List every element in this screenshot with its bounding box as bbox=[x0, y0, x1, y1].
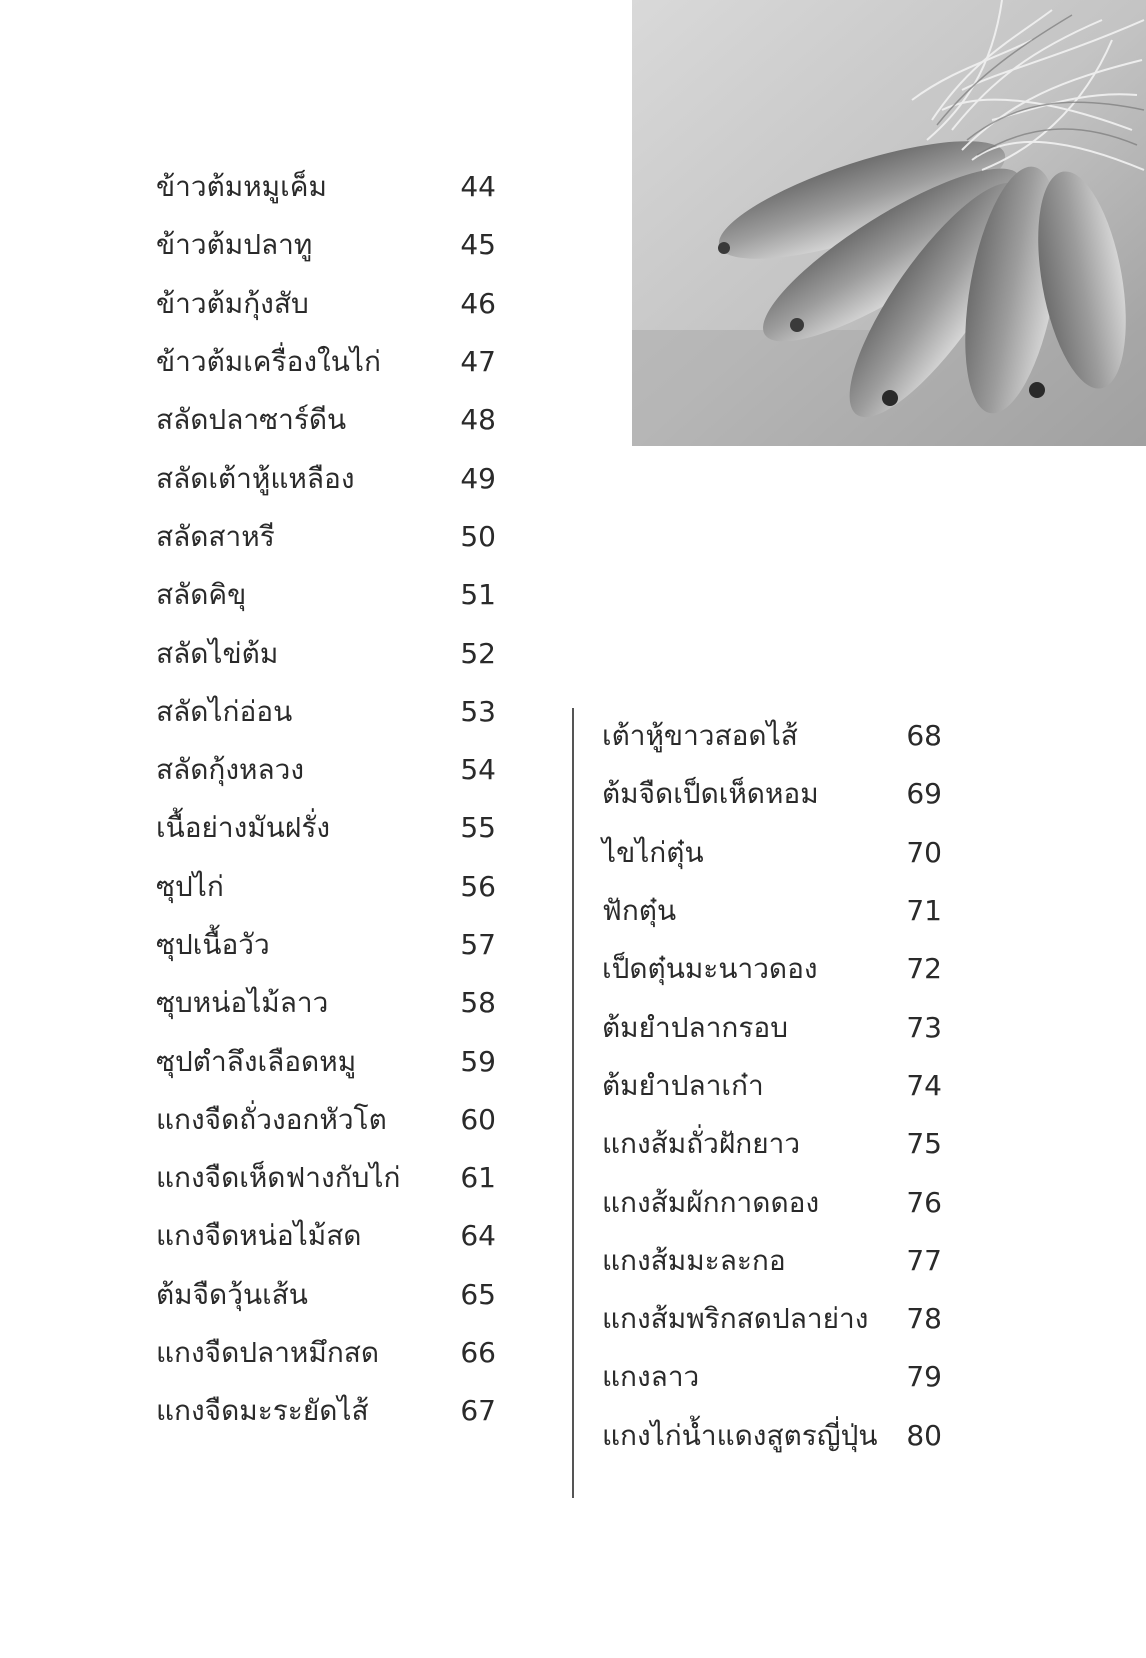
toc-entry-title: แกงส้มพริกสดปลาย่าง bbox=[602, 1302, 869, 1336]
toc-entry-page: 51 bbox=[460, 578, 496, 612]
toc-entry-title: สลัดไข่ต้ม bbox=[156, 636, 279, 670]
toc-entry-title: ข้าวต้มเครื่องในไก่ bbox=[156, 345, 381, 379]
toc-entry[interactable] bbox=[156, 566, 496, 624]
toc-entry[interactable] bbox=[602, 1290, 942, 1348]
toc-entry-page: 80 bbox=[906, 1418, 942, 1452]
grilled-fish-photo bbox=[632, 0, 1146, 446]
toc-entry[interactable] bbox=[602, 824, 942, 882]
toc-entry-page: 65 bbox=[460, 1277, 496, 1311]
toc-entry-title: ซุปไก่ bbox=[156, 869, 224, 903]
toc-entry[interactable] bbox=[156, 275, 496, 333]
toc-entry-title: แกงจืดหน่อไม้สด bbox=[156, 1219, 362, 1253]
toc-entry-title: สลัดคิขุ bbox=[156, 578, 247, 612]
toc-entry[interactable] bbox=[156, 391, 496, 449]
toc-entry-page: 56 bbox=[460, 869, 496, 903]
toc-entry-title: แกงส้มผักกาดดอง bbox=[602, 1185, 820, 1219]
toc-entry-title: ข้าวต้มหมูเค็ม bbox=[156, 170, 327, 204]
toc-entry[interactable] bbox=[156, 799, 496, 857]
toc-entry[interactable] bbox=[156, 1382, 496, 1440]
toc-entry[interactable] bbox=[156, 683, 496, 741]
toc-entry-page: 70 bbox=[906, 835, 942, 869]
toc-entry-page: 79 bbox=[906, 1360, 942, 1394]
toc-entry-page: 77 bbox=[906, 1243, 942, 1277]
toc-entry-page: 73 bbox=[906, 1010, 942, 1044]
toc-entry[interactable] bbox=[156, 1266, 496, 1324]
toc-entry[interactable] bbox=[156, 508, 496, 566]
toc-entry-page: 60 bbox=[460, 1102, 496, 1136]
toc-entry-page: 47 bbox=[460, 345, 496, 379]
toc-entry[interactable] bbox=[602, 882, 942, 940]
toc-entry-page: 58 bbox=[460, 986, 496, 1020]
toc-entry[interactable] bbox=[602, 1173, 942, 1231]
toc-entry-page: 59 bbox=[460, 1044, 496, 1078]
toc-entry-page: 68 bbox=[906, 719, 942, 753]
toc-entry[interactable] bbox=[156, 1324, 496, 1382]
toc-entry-title: ไขไก่ตุ๋น bbox=[602, 835, 704, 869]
toc-entry-page: 52 bbox=[460, 636, 496, 670]
toc-entry-page: 48 bbox=[460, 403, 496, 437]
toc-entry-title: ข้าวต้มกุ้งสับ bbox=[156, 286, 309, 320]
toc-entry[interactable] bbox=[156, 216, 496, 274]
toc-entry-title: แกงลาว bbox=[602, 1360, 700, 1394]
toc-entry-title: ฟักตุ๋น bbox=[602, 894, 677, 928]
toc-entry-title: แกงส้มมะละกอ bbox=[602, 1243, 786, 1277]
toc-entry-title: ต้มยำปลาเก๋า bbox=[602, 1068, 764, 1102]
toc-entry-title: ข้าวต้มปลาทู bbox=[156, 228, 313, 262]
toc-entry-page: 69 bbox=[906, 777, 942, 811]
toc-entry-title: แกงไก่น้ำแดงสูตรญี่ปุ่น bbox=[602, 1418, 878, 1452]
toc-entry-page: 78 bbox=[906, 1302, 942, 1336]
toc-entry[interactable] bbox=[156, 858, 496, 916]
column-divider bbox=[572, 708, 574, 1498]
toc-entry-page: 57 bbox=[460, 928, 496, 961]
toc-entry-page: 61 bbox=[460, 1161, 496, 1195]
toc-entry-page: 50 bbox=[460, 519, 496, 553]
toc-entry[interactable] bbox=[602, 940, 942, 998]
toc-entry[interactable] bbox=[602, 765, 942, 823]
toc-entry[interactable] bbox=[156, 1091, 496, 1149]
toc-entry-title: เป็ดตุ๋นมะนาวดอง bbox=[602, 952, 818, 986]
toc-entry-title: แกงจืดถั่วงอกหัวโต bbox=[156, 1102, 387, 1136]
toc-left-column bbox=[156, 158, 496, 1441]
toc-entry-page: 54 bbox=[460, 753, 496, 787]
toc-entry-title: สลัดไก่อ่อน bbox=[156, 694, 293, 728]
toc-entry-title: ต้มจืดวุ้นเส้น bbox=[156, 1277, 308, 1311]
toc-entry-title: สลัดกุ้งหลวง bbox=[156, 753, 305, 787]
toc-entry-page: 55 bbox=[460, 811, 496, 845]
toc-entry-title: สลัดเต้าหู้แหลือง bbox=[156, 461, 355, 495]
toc-entry-page: 64 bbox=[460, 1219, 496, 1253]
toc-entry-title: เนื้อย่างมันฝรั่ง bbox=[156, 811, 331, 845]
toc-entry[interactable] bbox=[156, 1149, 496, 1207]
toc-entry-page: 67 bbox=[460, 1394, 496, 1428]
toc-entry-page: 76 bbox=[906, 1185, 942, 1219]
toc-entry-title: ต้มยำปลากรอบ bbox=[602, 1010, 789, 1044]
toc-entry[interactable] bbox=[602, 707, 942, 765]
toc-entry-title: แกงจืดมะระยัดไส้ bbox=[156, 1394, 369, 1428]
toc-entry-title: แกงจืดเห็ดฟางกับไก่ bbox=[156, 1161, 401, 1195]
toc-entry-title: ซุบหน่อไม้ลาว bbox=[156, 986, 329, 1020]
toc-entry-title: ซุปเนื้อวัว bbox=[156, 928, 270, 961]
toc-entry[interactable] bbox=[156, 449, 496, 507]
toc-entry-page: 53 bbox=[460, 694, 496, 728]
toc-entry-title: แกงจืดปลาหมึกสด bbox=[156, 1336, 380, 1370]
toc-entry[interactable] bbox=[602, 998, 942, 1056]
toc-entry[interactable] bbox=[156, 974, 496, 1032]
toc-entry[interactable] bbox=[156, 333, 496, 391]
toc-entry[interactable] bbox=[156, 916, 496, 974]
toc-entry[interactable] bbox=[602, 1057, 942, 1115]
toc-entry-page: 66 bbox=[460, 1336, 496, 1370]
toc-entry-title: สลัดปลาซาร์ดีน bbox=[156, 403, 347, 437]
toc-entry-title: ซุปตำลึงเลือดหมู bbox=[156, 1044, 357, 1078]
toc-entry-page: 46 bbox=[460, 286, 496, 320]
toc-entry-page: 75 bbox=[906, 1127, 942, 1161]
toc-entry[interactable] bbox=[156, 741, 496, 799]
toc-entry[interactable] bbox=[602, 1348, 942, 1406]
toc-entry-page: 44 bbox=[460, 170, 496, 204]
toc-entry-page: 72 bbox=[906, 952, 942, 986]
toc-entry-page: 45 bbox=[460, 228, 496, 262]
toc-entry-page: 49 bbox=[460, 461, 496, 495]
toc-entry[interactable] bbox=[156, 1032, 496, 1090]
toc-right-column bbox=[602, 707, 942, 1465]
toc-entry[interactable] bbox=[156, 158, 496, 216]
toc-entry[interactable] bbox=[602, 1115, 942, 1173]
toc-entry-title: แกงส้มถั่วฝักยาว bbox=[602, 1127, 801, 1161]
toc-entry-page: 74 bbox=[906, 1068, 942, 1102]
toc-entry[interactable] bbox=[602, 1407, 942, 1465]
toc-entry[interactable] bbox=[156, 624, 496, 682]
toc-entry-title: ต้มจืดเป็ดเห็ดหอม bbox=[602, 777, 819, 811]
toc-entry-title: สลัดสาหรี bbox=[156, 519, 275, 553]
toc-entry-page: 71 bbox=[906, 894, 942, 928]
toc-entry[interactable] bbox=[156, 1207, 496, 1265]
toc-entry[interactable] bbox=[602, 1232, 942, 1290]
toc-entry-title: เต้าหู้ขาวสอดไส้ bbox=[602, 719, 798, 753]
